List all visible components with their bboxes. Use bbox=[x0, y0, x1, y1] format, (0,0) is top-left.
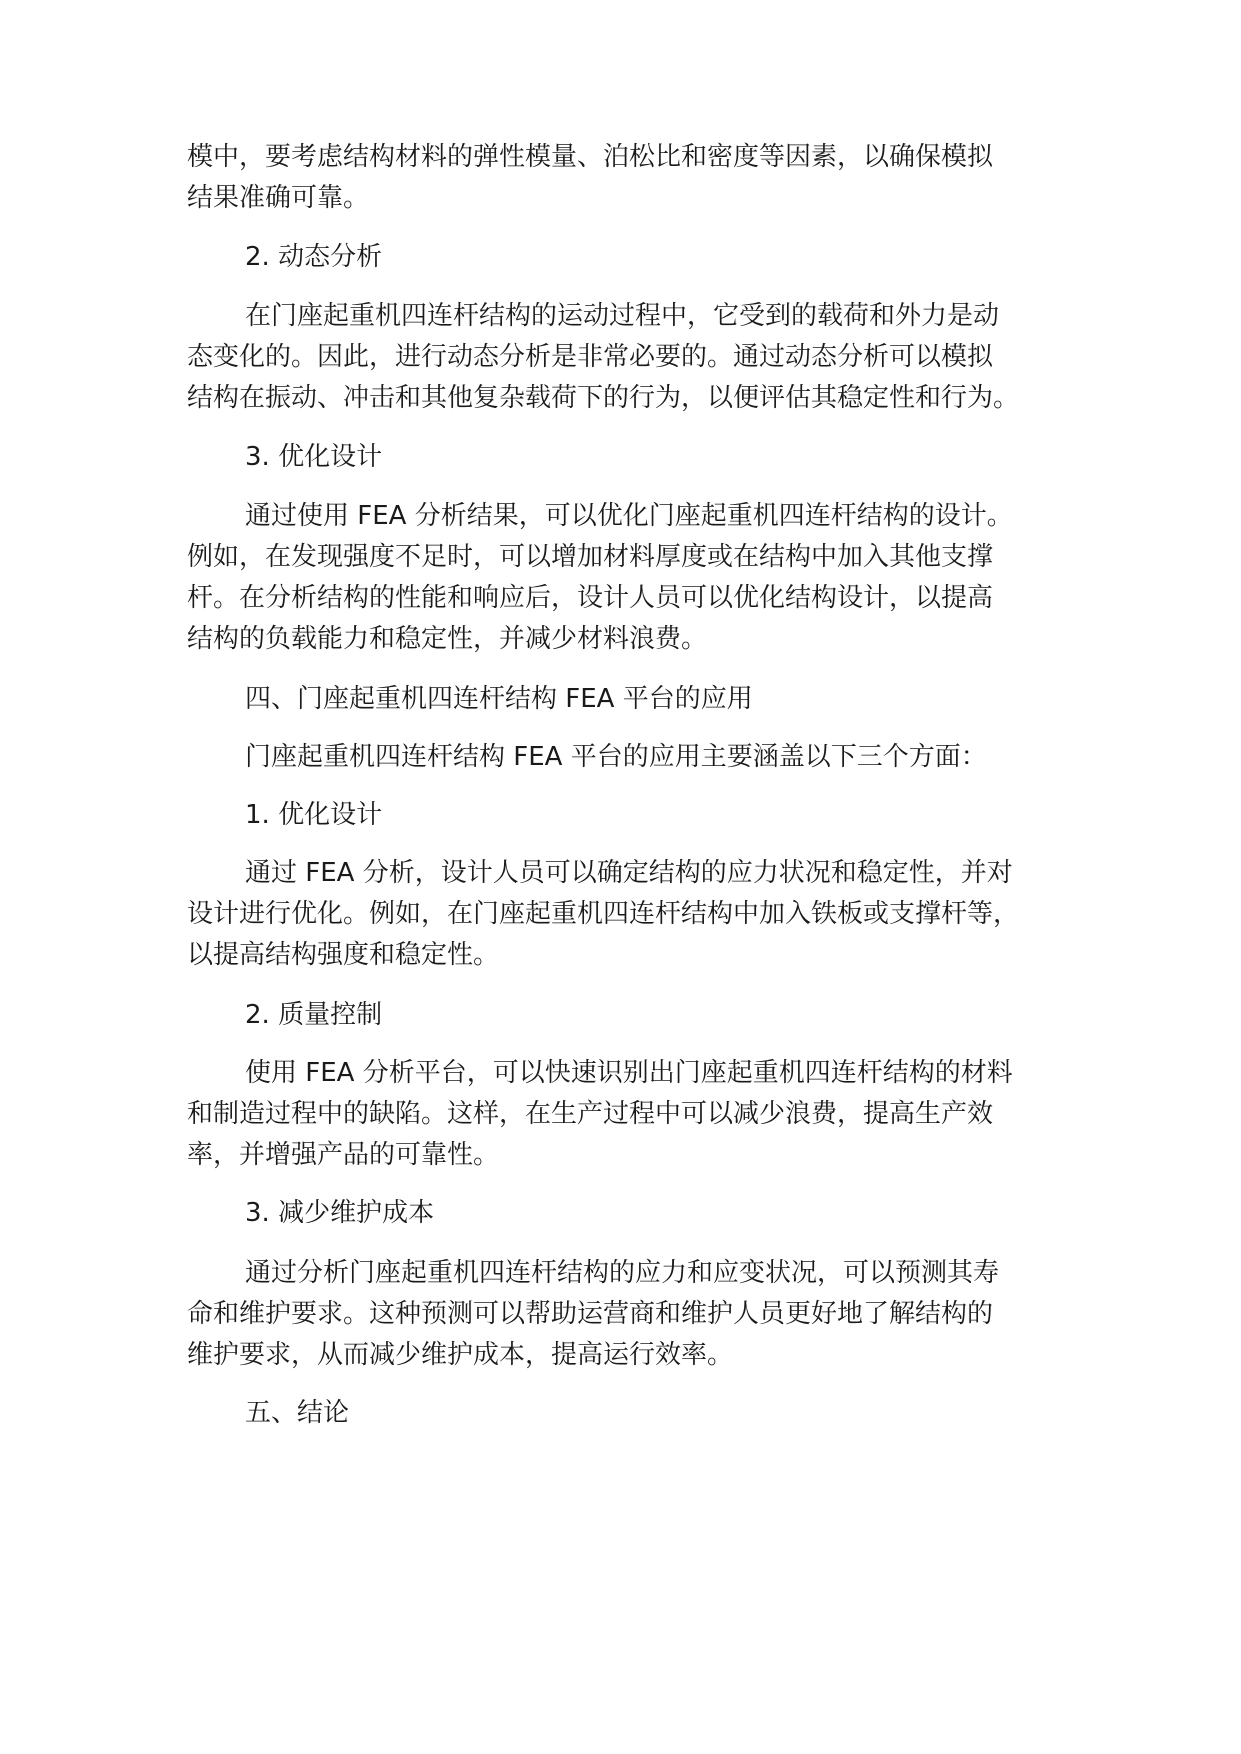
paragraph-line: 通过使用 FEA 分析结果，可以优化门座起重机四连杆结构的设计。 bbox=[245, 501, 1013, 531]
paragraph-line: 使用 FEA 分析平台，可以快速识别出门座起重机四连杆结构的材料 bbox=[245, 1058, 1013, 1088]
paragraph-line: 和制造过程中的缺陷。这样，在生产过程中可以减少浪费，提高生产效 bbox=[187, 1099, 994, 1129]
paragraph-line: 以提高结构强度和稳定性。 bbox=[187, 940, 500, 970]
paragraph-line: 率，并增强产品的可靠性。 bbox=[187, 1140, 500, 1170]
paragraph-line: 通过分析门座起重机四连杆结构的应力和应变状况，可以预测其寿 bbox=[245, 1258, 1000, 1288]
paragraph-line: 杆。在分析结构的性能和响应后，设计人员可以优化结构设计，以提高 bbox=[187, 583, 994, 613]
paragraph-line: 在门座起重机四连杆结构的运动过程中，它受到的载荷和外力是动 bbox=[245, 301, 1000, 331]
subsection-heading: 3. 减少维护成本 bbox=[245, 1198, 435, 1228]
paragraph-line: 结果准确可靠。 bbox=[187, 183, 370, 213]
paragraph-line: 模中，要考虑结构材料的弹性模量、泊松比和密度等因素，以确保模拟 bbox=[187, 142, 994, 172]
paragraph-line: 维护要求，从而减少维护成本，提高运行效率。 bbox=[187, 1340, 734, 1370]
paragraph-line: 结构在振动、冲击和其他复杂载荷下的行为，以便评估其稳定性和行为。 bbox=[187, 383, 1020, 413]
subsection-heading: 3. 优化设计 bbox=[245, 442, 383, 472]
paragraph-line: 态变化的。因此，进行动态分析是非常必要的。通过动态分析可以模拟 bbox=[187, 342, 994, 372]
section-heading: 四、门座起重机四连杆结构 FEA 平台的应用 bbox=[245, 684, 753, 714]
subsection-heading: 1. 优化设计 bbox=[245, 800, 383, 830]
paragraph-line: 结构的负载能力和稳定性，并减少材料浪费。 bbox=[187, 624, 708, 654]
paragraph-line: 门座起重机四连杆结构 FEA 平台的应用主要涵盖以下三个方面： bbox=[245, 742, 987, 772]
paragraph-line: 例如，在发现强度不足时，可以增加材料厚度或在结构中加入其他支撑 bbox=[187, 542, 994, 572]
paragraph-line: 设计进行优化。例如，在门座起重机四连杆结构中加入铁板或支撑杆等， bbox=[187, 899, 1020, 929]
paragraph-line: 命和维护要求。这种预测可以帮助运营商和维护人员更好地了解结构的 bbox=[187, 1299, 994, 1329]
paragraph-line: 通过 FEA 分析，设计人员可以确定结构的应力状况和稳定性，并对 bbox=[245, 858, 1013, 888]
section-heading: 五、结论 bbox=[245, 1398, 350, 1428]
subsection-heading: 2. 动态分析 bbox=[245, 242, 383, 272]
subsection-heading: 2. 质量控制 bbox=[245, 1000, 383, 1030]
